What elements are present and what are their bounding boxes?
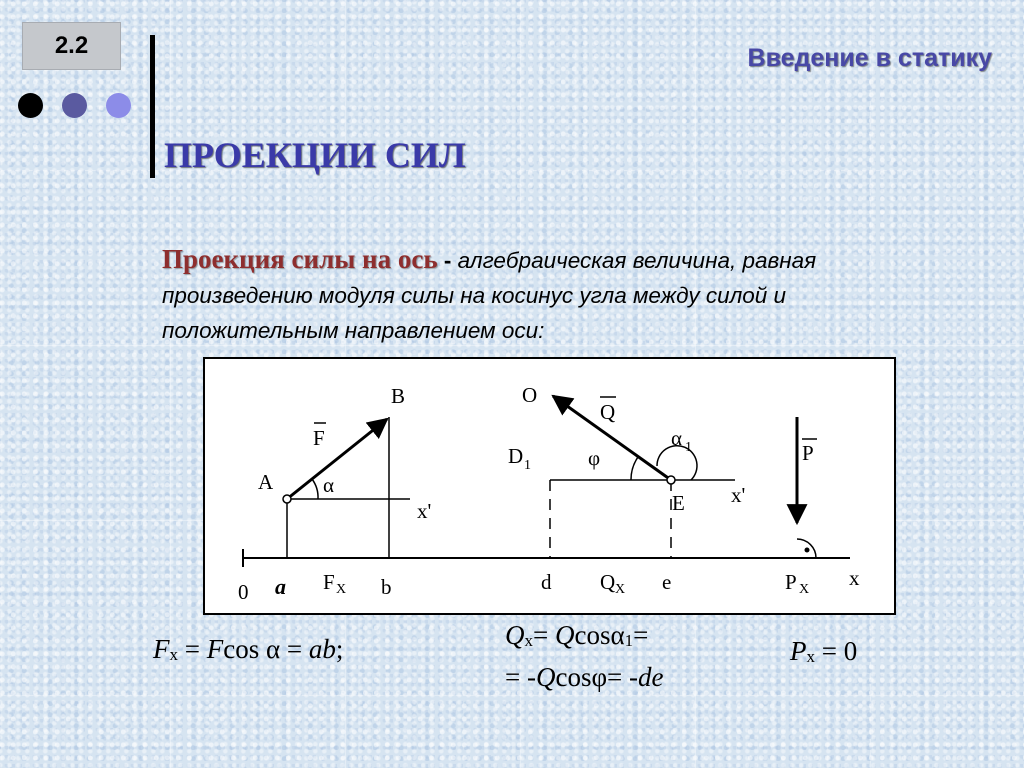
angle-alpha-arc: [312, 479, 318, 499]
formula-Qx-line2: [505, 662, 664, 693]
label-x-prime-2: x': [731, 483, 746, 507]
formula-Qx-sub1: 1: [624, 631, 634, 650]
formula-Fx-F2: F: [206, 634, 224, 664]
definition-text: алгебраическая величина, равная произведению модуля силы на косинус угла между силой и положительным направлением оси:: [162, 248, 817, 343]
label-A: A: [258, 470, 274, 494]
slide-number-badge: 2.2: [22, 22, 121, 70]
label-Qx: Q: [600, 570, 616, 594]
formula-Fx-eq2: =: [286, 634, 309, 664]
label-Px-subscript: X: [799, 582, 810, 597]
label-Px: P: [785, 570, 797, 594]
formula-Fx-eq1: =: [178, 634, 207, 664]
formula-Qx-line2-de: de: [638, 662, 664, 692]
formula-Qx-sub: x: [524, 631, 533, 650]
formula-Px: [790, 636, 857, 667]
label-origin: 0: [238, 580, 249, 604]
formula-Qx-line2-eq: = -: [505, 662, 536, 692]
label-b: b: [381, 575, 392, 599]
decor-dot-purple: [62, 93, 87, 118]
label-Fx-subscript: X: [336, 582, 347, 597]
formula-Fx-sub: x: [169, 645, 178, 664]
right-angle-dot: [805, 548, 810, 553]
label-B: B: [391, 384, 406, 408]
formula-Fx-F: F: [153, 634, 170, 664]
formula-Fx-alpha: α: [259, 634, 287, 664]
force-F-vector: [287, 419, 387, 499]
label-F: F: [313, 426, 325, 450]
formula-Qx-line2-cos: cosφ: [555, 662, 608, 692]
section-title: Введение в статику: [747, 44, 992, 72]
projection-diagram: [203, 357, 896, 615]
definition-dash: -: [437, 248, 458, 273]
decor-dot-lilac: [106, 93, 131, 118]
label-D1-subscript: 1: [524, 458, 531, 473]
formula-Px-rest: = 0: [815, 636, 858, 666]
label-alpha1: α: [671, 426, 683, 450]
label-D1: D: [508, 444, 524, 468]
formula-Fx-cos: cos: [223, 634, 260, 664]
formula-Qx-line2-eq2: = -: [607, 662, 639, 692]
label-x-prime-1: x': [417, 499, 432, 523]
label-e: e: [662, 570, 672, 594]
formula-Px-P: P: [790, 636, 807, 666]
label-P: P: [802, 441, 814, 465]
label-alpha: α: [323, 473, 335, 497]
formula-Qx-line2-Q: Q: [535, 662, 556, 692]
angle-phi-arc: [631, 457, 638, 480]
formula-Fx: [153, 634, 343, 665]
decor-dot-black: [18, 93, 43, 118]
label-Q: Q: [600, 400, 616, 424]
label-Qx-subscript: X: [615, 582, 626, 597]
label-a: a: [275, 574, 286, 599]
label-O: O: [522, 383, 538, 407]
formula-Px-sub: x: [806, 647, 815, 666]
label-Fx: F: [323, 570, 335, 594]
label-d: d: [541, 570, 552, 594]
formula-Qx-line1: [505, 620, 648, 651]
label-x: x: [849, 566, 860, 590]
formula-Fx-ab: ab: [308, 634, 336, 664]
formula-Qx-eq2: =: [633, 620, 649, 650]
point-A: [283, 495, 291, 503]
page-title: ПРОЕКЦИИ СИЛ: [164, 135, 466, 175]
formula-Qx-eq1: =: [533, 620, 555, 650]
title-divider-bar: [150, 35, 155, 178]
formula-Qx-cos: cosα: [574, 620, 625, 650]
label-phi: φ: [588, 446, 601, 470]
diagram-svg: [205, 359, 898, 617]
definition-term: Проекция силы на ось: [162, 244, 438, 274]
formula-Qx-Q: Q: [505, 620, 525, 650]
point-E: [667, 476, 675, 484]
definition-paragraph: [162, 242, 962, 348]
label-alpha1-subscript: 1: [685, 440, 692, 455]
formula-Fx-semicolon: ;: [335, 634, 344, 664]
label-E: E: [672, 491, 685, 515]
formula-Qx-Q2: Q: [554, 620, 575, 650]
